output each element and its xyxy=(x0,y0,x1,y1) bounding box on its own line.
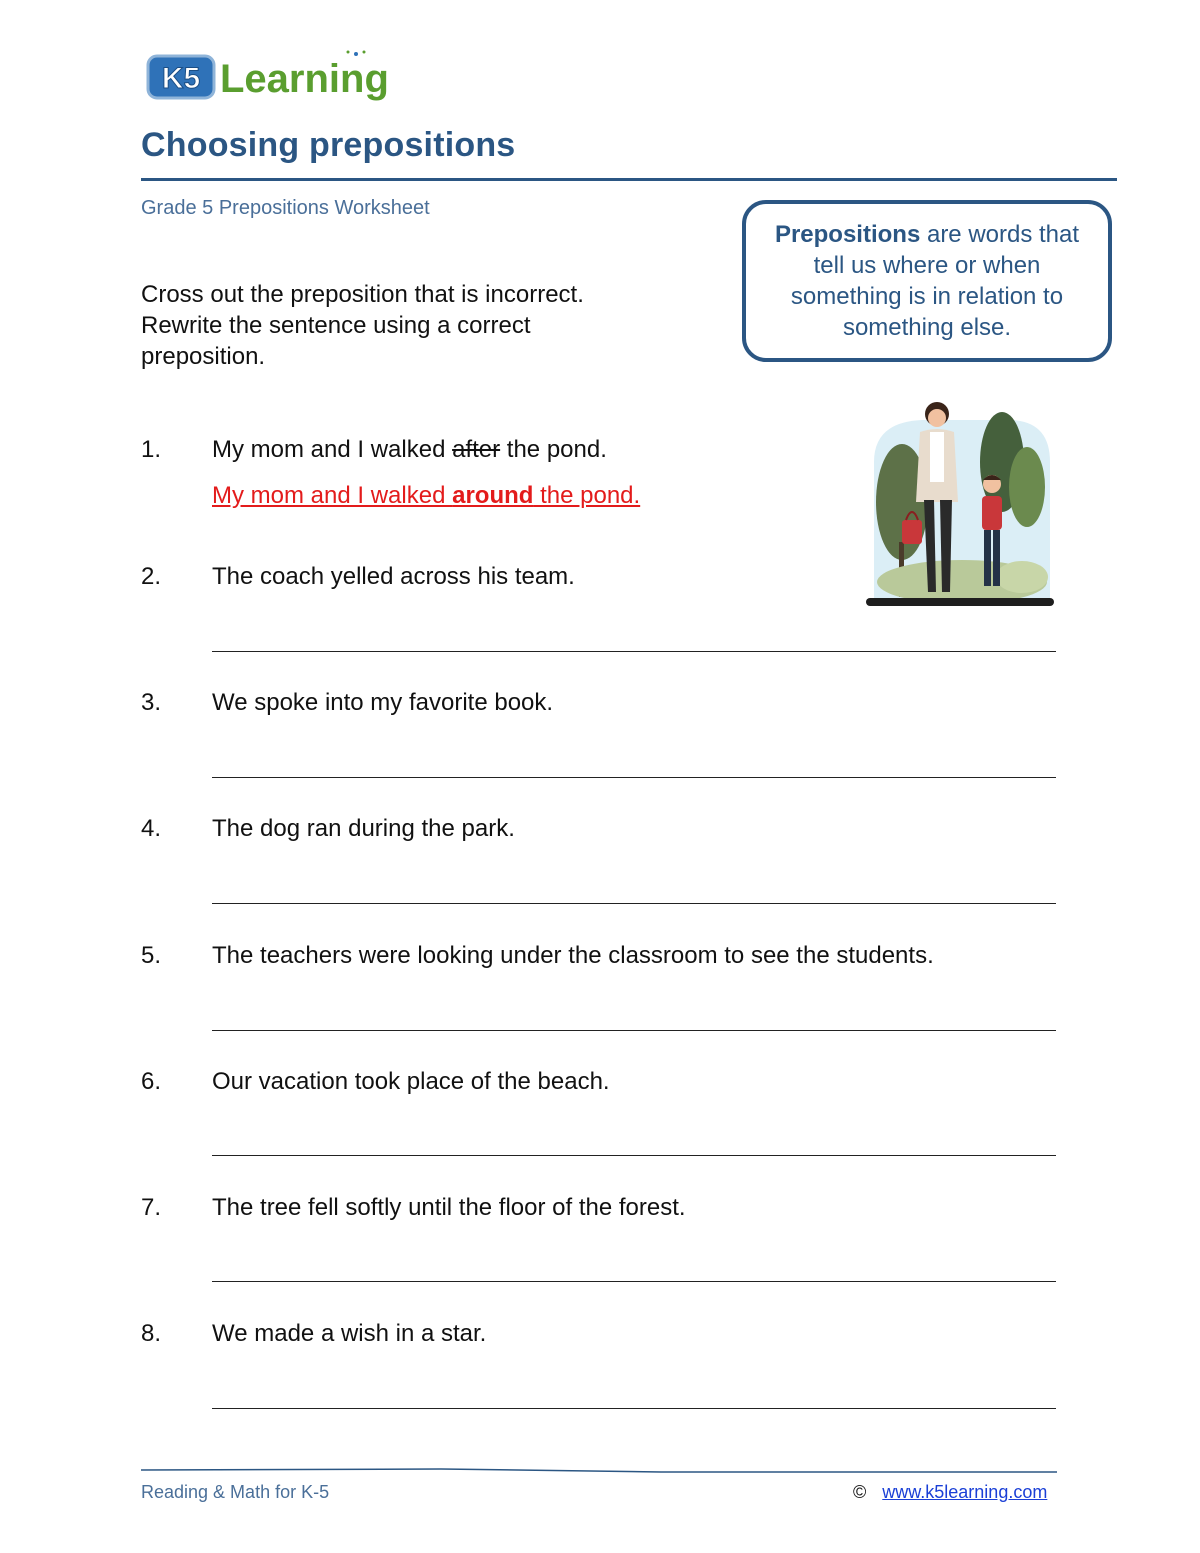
answer-line[interactable] xyxy=(212,1155,1056,1156)
footer-credit xyxy=(853,1482,1047,1503)
question-sentence xyxy=(212,436,607,464)
svg-text:K5: K5 xyxy=(161,62,201,95)
definition-box xyxy=(742,200,1112,362)
answer-line[interactable] xyxy=(212,777,1056,778)
question-sentence: Our vacation took place of the beach. xyxy=(212,1068,610,1095)
answer-line[interactable] xyxy=(212,651,1056,652)
answer-line[interactable] xyxy=(212,1408,1056,1409)
mother-child-illustration xyxy=(862,392,1058,618)
definition-term: Prepositions xyxy=(774,221,921,248)
footer-tagline: Reading & Math for K-5 xyxy=(141,1482,330,1502)
question-sentence: We made a wish in a star. xyxy=(212,1320,487,1347)
question-sentence: The tree fell softly until the floor of the forest. xyxy=(212,1194,686,1221)
answer-end: the pond. xyxy=(533,482,641,509)
question-number: 3. xyxy=(141,689,162,716)
svg-text:Learning: Learning xyxy=(220,57,389,101)
title-divider xyxy=(141,178,1117,181)
sentence-end: the pond. xyxy=(500,436,607,463)
copyright-symbol: © xyxy=(853,1482,867,1502)
question-sentence: The dog ran during the park. xyxy=(212,815,515,842)
correct-preposition: around xyxy=(452,482,534,509)
answer-start: My mom and I walked xyxy=(212,482,453,509)
question-number: 4. xyxy=(141,815,162,842)
worksheet-subtitle: Grade 5 Prepositions Worksheet xyxy=(141,197,430,219)
instruction-line: Rewrite the sentence using a correct xyxy=(141,312,531,339)
definition-text xyxy=(764,219,1090,343)
footer-divider xyxy=(141,1468,1057,1474)
answer-line[interactable] xyxy=(212,1281,1056,1282)
question-sentence: The teachers were looking under the classroom to see the students. xyxy=(212,942,934,969)
instruction-line: Cross out the preposition that is incorrect. xyxy=(141,281,584,308)
question-number: 1. xyxy=(141,436,162,463)
sentence-start: My mom and I walked xyxy=(212,436,453,463)
definition-body: are words that tell us where or when something is in relation to something else. xyxy=(790,221,1080,341)
question-number: 7. xyxy=(141,1194,162,1221)
question-number: 8. xyxy=(141,1320,162,1347)
answer-line[interactable] xyxy=(212,1030,1056,1031)
question-number: 6. xyxy=(141,1068,162,1095)
question-number: 5. xyxy=(141,942,162,969)
example-answer xyxy=(212,482,640,510)
struck-preposition: after xyxy=(452,436,501,463)
page-title: Choosing prepositions xyxy=(141,126,516,164)
question-number: 2. xyxy=(141,563,162,590)
instructions xyxy=(141,279,701,372)
instruction-line: preposition. xyxy=(141,343,266,370)
question-sentence: The coach yelled across his team. xyxy=(212,563,575,590)
k5-learning-logo xyxy=(146,44,398,106)
question-sentence: We spoke into my favorite book. xyxy=(212,689,554,716)
answer-line[interactable] xyxy=(212,903,1056,904)
website-link[interactable]: www.k5learning.com xyxy=(882,1482,1048,1502)
